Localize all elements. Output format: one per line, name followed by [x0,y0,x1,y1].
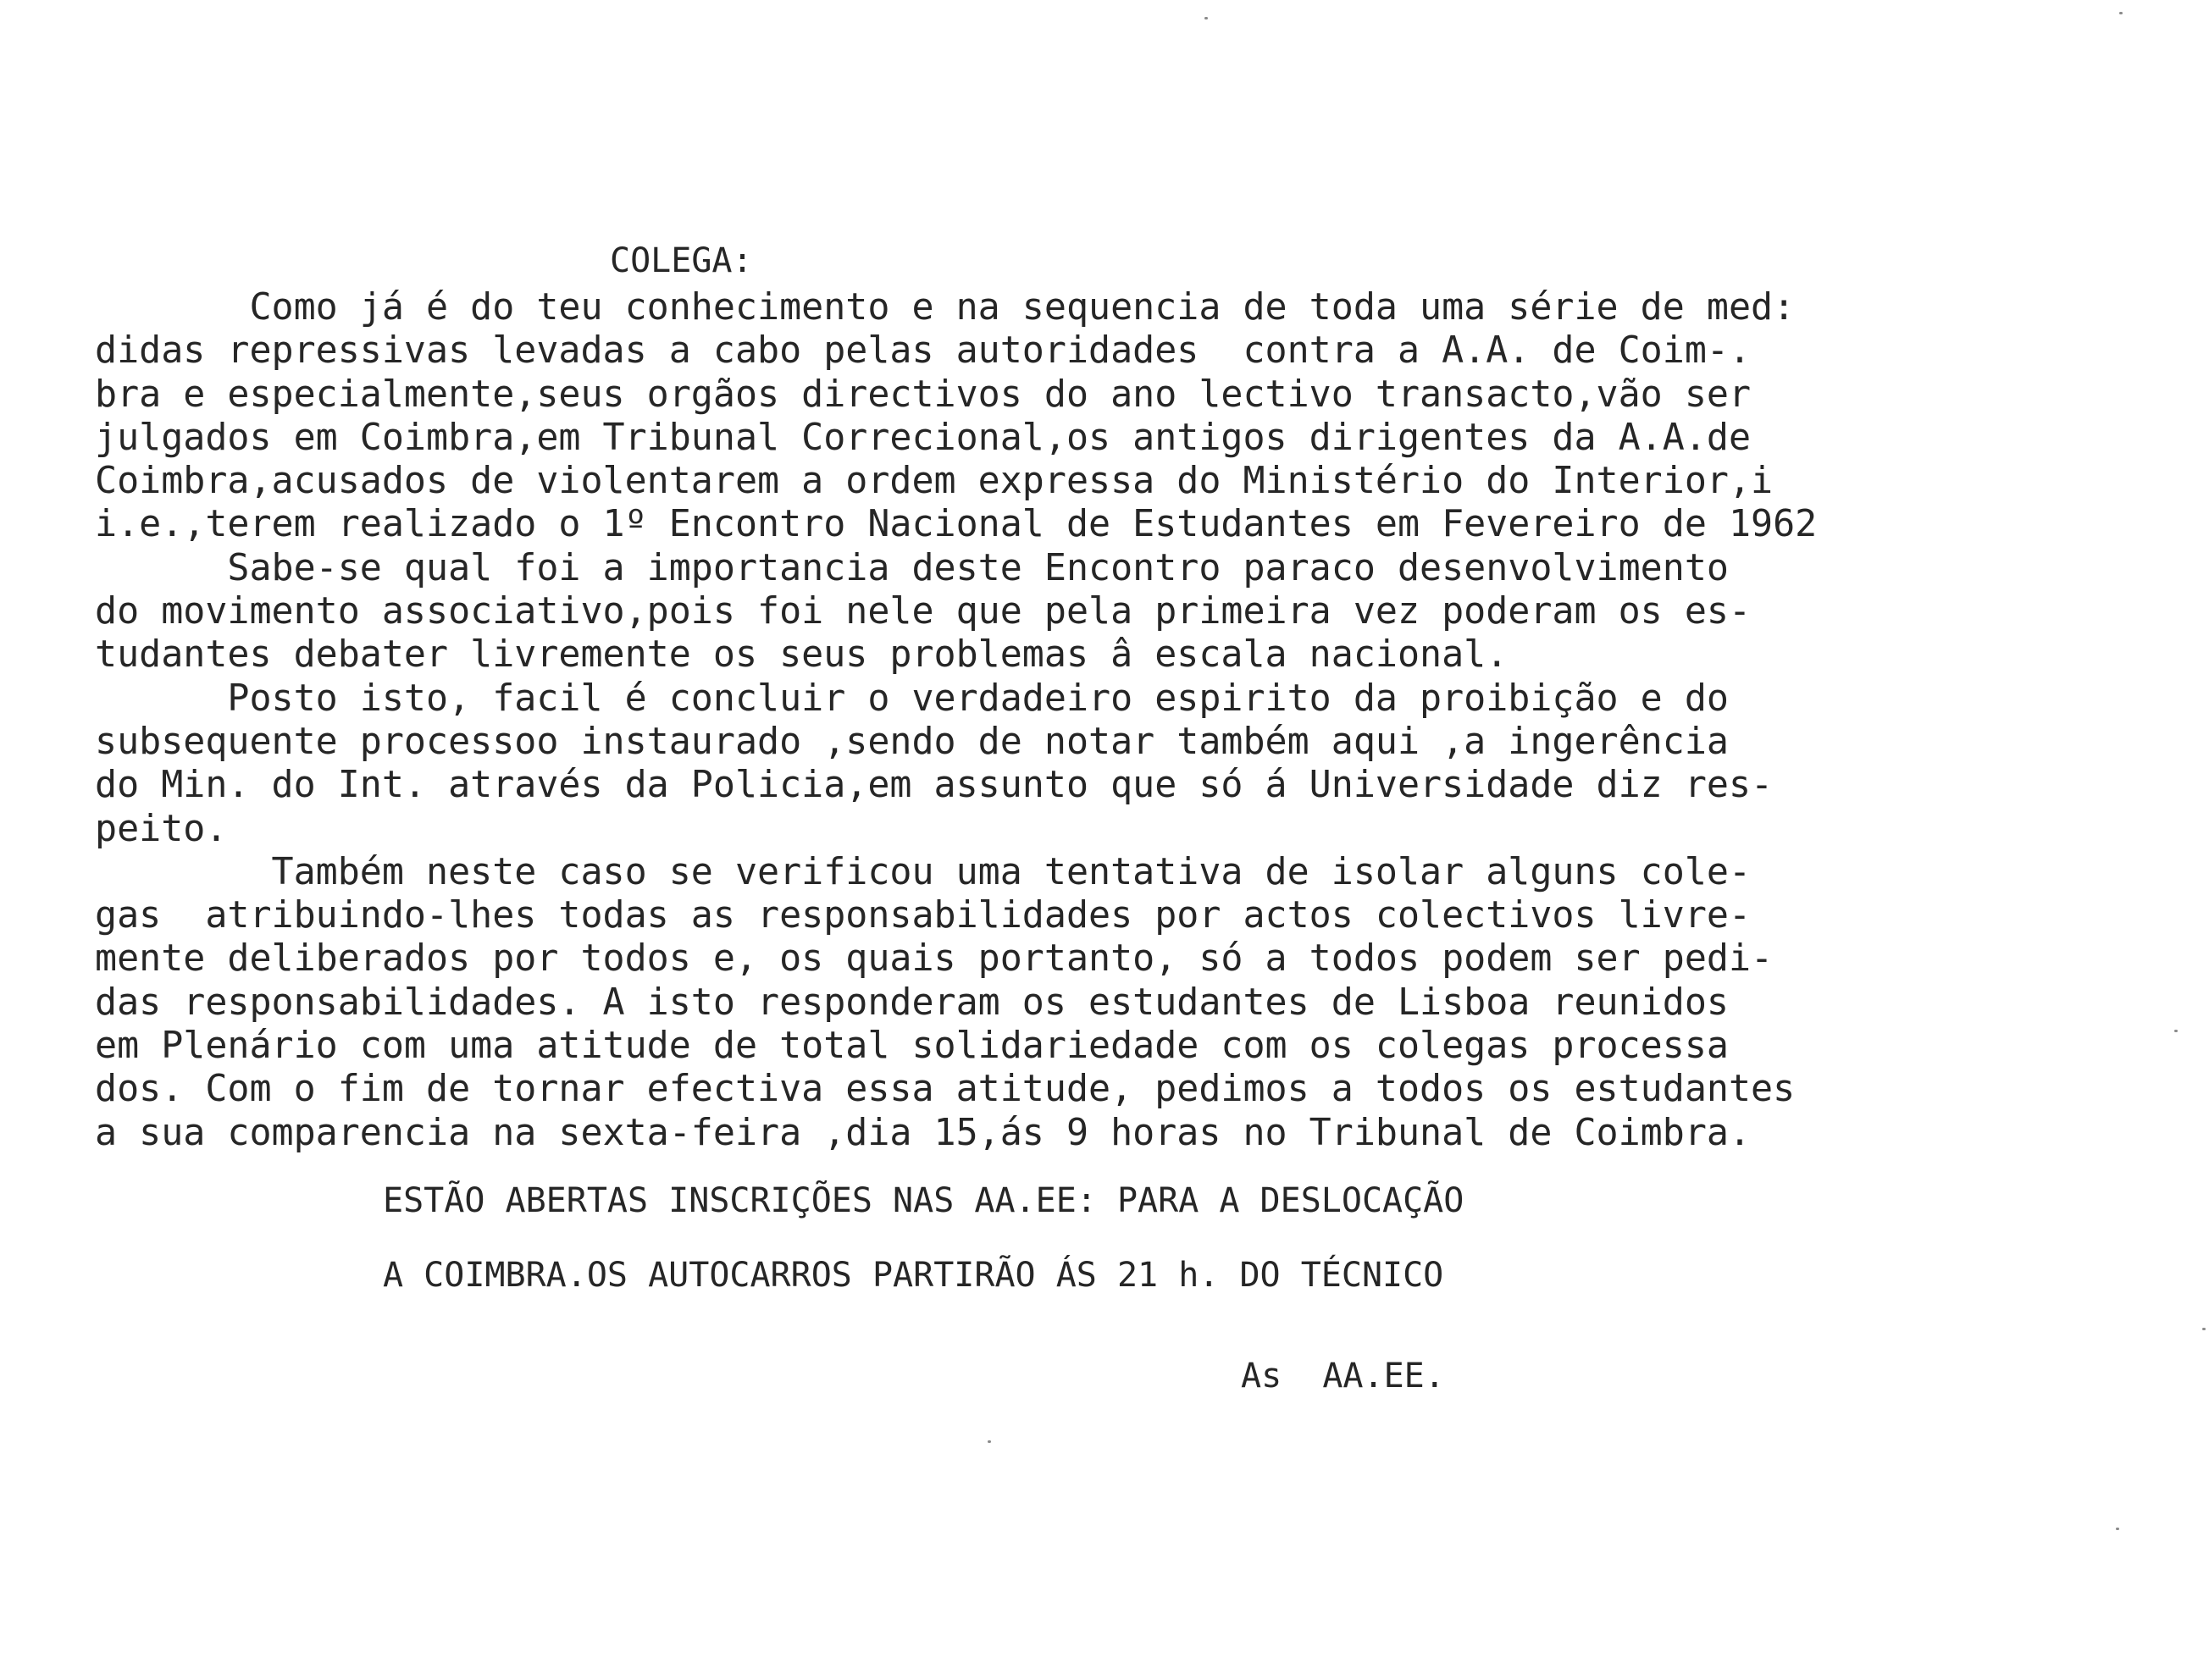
body-line: em Plenário com uma atitude de total solidariedade com os colegas processa [95,1025,1729,1068]
body-line: Posto isto, facil é concluir o verdadeiro espirito da proibição e do [95,677,1729,720]
body-line: i.e.,terem realizado o 1º Encontro Nacional de Estudantes em Fevereiro de 1962 [95,503,1818,546]
body-line: do movimento associativo,pois foi nele que pela primeira vez poderam os es- [95,590,1752,633]
body-line: subsequente processoo instaurado ,sendo de notar também aqui ,a ingerência [95,720,1729,763]
scan-speck [2119,12,2123,14]
greeting: COLEGA: [610,241,753,280]
body-line: julgados em Coimbra,em Tribunal Correcional,os antigos dirigentes da A.A.de [95,416,1752,459]
registration-notice [383,1181,1464,1295]
scan-speck [2202,1328,2206,1330]
notice-line: ESTÃO ABERTAS INSCRIÇÕES NAS AA.EE: PARA A DESLOCAÇÃO [383,1181,1464,1220]
body-line: tudantes debater livremente os seus problemas â escala nacional. [95,633,1509,677]
scan-speck [2116,1528,2119,1530]
body-line: mente deliberados por todos e, os quais portanto, só a todos podem ser pedi- [95,937,1774,981]
body-line: peito. [95,807,228,850]
body-line: bra e especialmente,seus orgãos directivos do ano lectivo transacto,vão ser [95,373,1752,416]
body-line: dos. Com o fim de tornar efectiva essa atitude, pedimos a todos os estudantes [95,1068,1796,1111]
body-line: do Min. do Int. através da Policia,em assunto que só á Universidade diz res- [95,764,1774,807]
scan-speck [1204,17,1208,19]
body-line: a sua comparencia na sexta-feira ,dia 15,ás 9 horas no Tribunal de Coimbra. [95,1111,1752,1154]
body-line: das responsabilidades. A isto responderam os estudantes de Lisboa reunidos [95,981,1729,1024]
scan-speck [988,1440,991,1443]
body-line: didas repressivas levadas a cabo pelas autoridades contra a A.A. de Coim-. [95,329,1752,373]
body-line: gas atribuindo-lhes todas as responsabilidades por actos colectivos livre- [95,894,1752,937]
body-line: Coimbra,acusados de violentarem a ordem expressa do Ministério do Interior,i [95,460,1774,503]
scan-speck [2174,1030,2178,1032]
body-line: Como já é do teu conhecimento e na sequencia de toda uma série de med: [95,286,1796,329]
signature: As AA.EE. [1241,1357,1445,1395]
body-line: Sabe-se qual foi a importancia deste Encontro paraco desenvolvimento [95,546,1729,589]
letter-body [95,286,2128,1155]
notice-line: A COIMBRA.OS AUTOCARROS PARTIRÃO ÁS 21 h. DO TÉCNICO [383,1256,1444,1295]
body-line: Também neste caso se verificou uma tentativa de isolar alguns cole- [95,850,1752,893]
